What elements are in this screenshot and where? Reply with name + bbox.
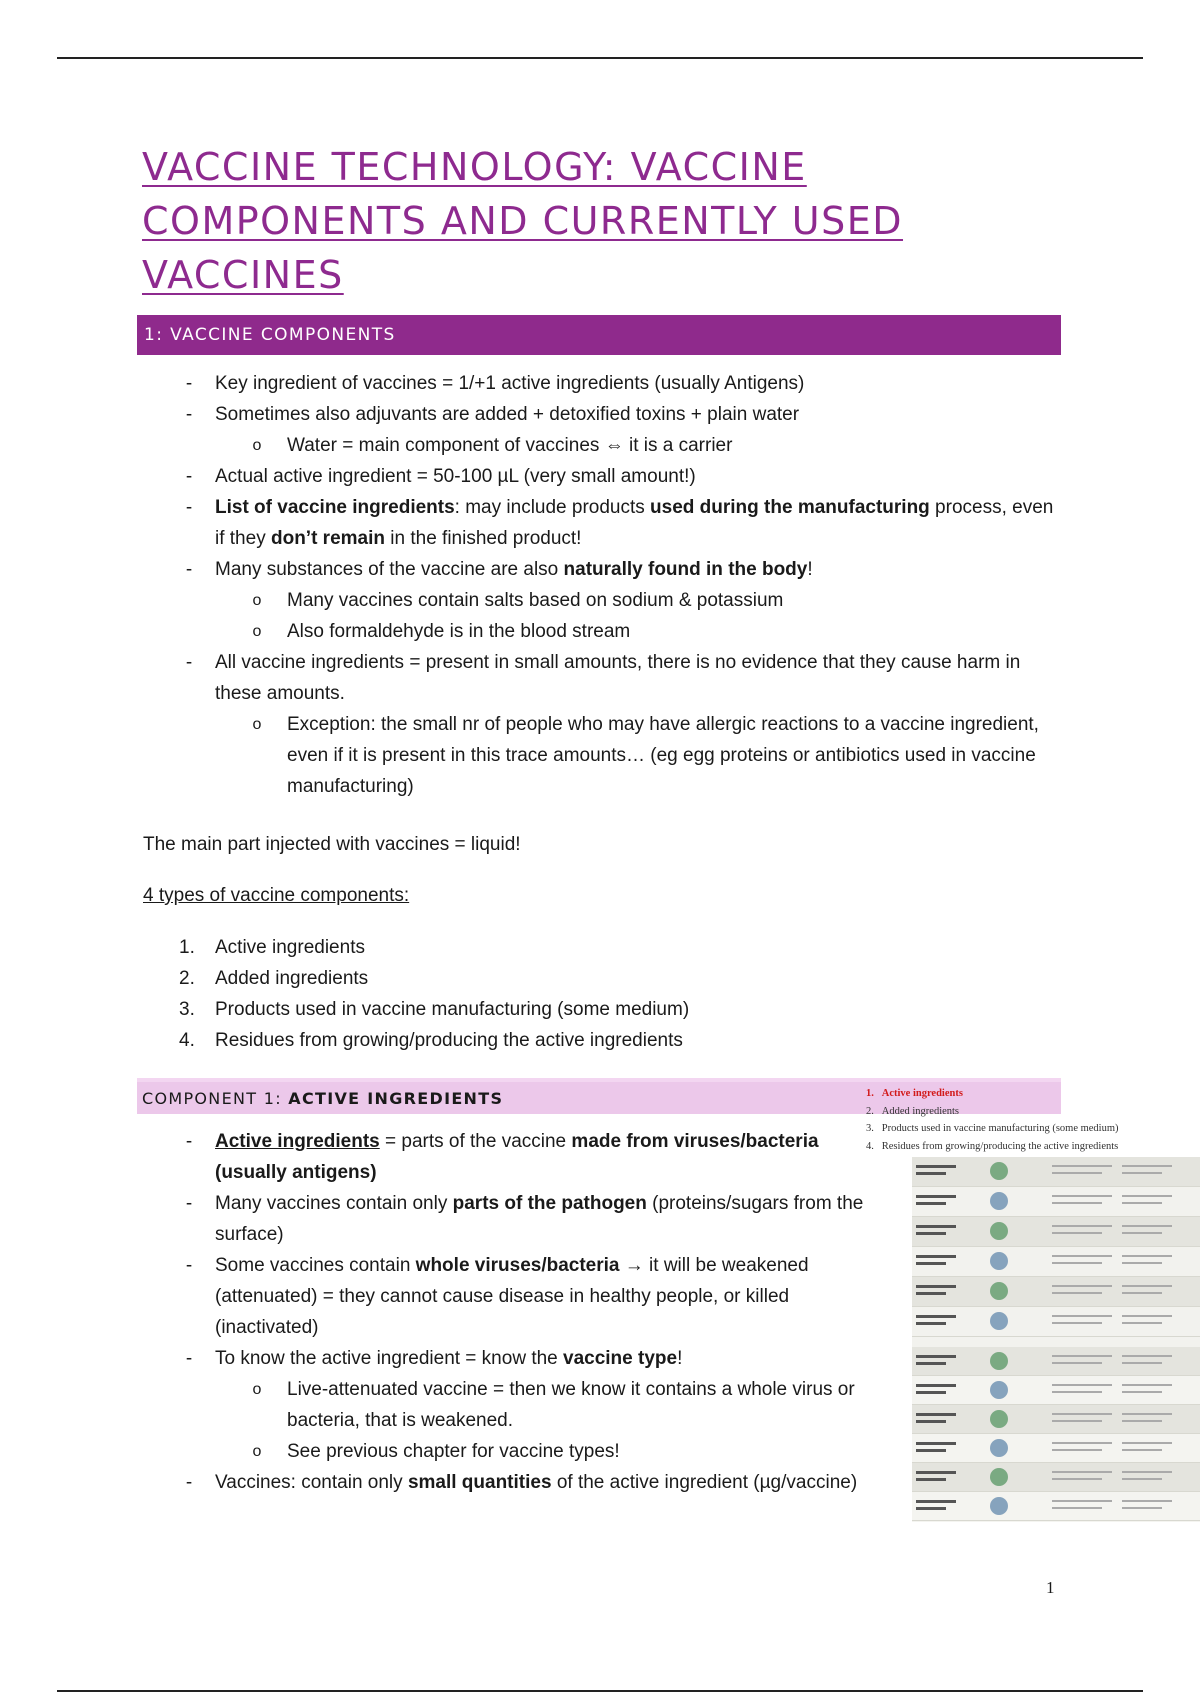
dash-bullet-icon: - [185,497,193,518]
text-run: small quantities [407,1472,552,1493]
figure-table-row [912,1347,1200,1376]
text-run: Live-attenuated vaccine = then we know it contains a whole virus or bacteria, that is weakened. [287,1379,855,1431]
text-run: Active ingredients [215,1131,380,1152]
circle-bullet-icon: o [252,437,262,454]
list-number: 3. [179,999,195,1020]
text-run: Many vaccines contain salts based on sodium & potassium [287,590,784,611]
circle-bullet-icon: o [252,592,262,609]
bullet-item [143,461,1063,492]
figure-list-item [866,1138,1119,1156]
vaccine-types-figure [866,1085,1200,1525]
component-types-list [143,932,1063,1056]
figure-list-item [866,1085,1119,1103]
sub-bullet-item [143,1374,888,1436]
sub-bullet-list [143,585,1063,647]
text-run: in the finished product! [385,528,582,549]
dash-bullet-icon: - [185,373,193,394]
dash-bullet-icon: - [185,652,193,673]
figure-table-row [912,1492,1200,1521]
bullet-item [143,492,1063,554]
component-type-label: Products used in vaccine manufacturing (some medium) [215,999,690,1020]
text-run: used during the manufacturing [650,497,930,518]
dash-bullet-icon: - [185,1255,193,1276]
figure-table-row [912,1277,1200,1307]
figure-table-row [912,1217,1200,1247]
sub-bullet-item [143,430,1063,461]
dash-bullet-icon: - [185,1472,193,1493]
circle-bullet-icon: o [252,716,262,733]
intro-bullet-list [143,368,1063,802]
component-type-item [143,963,1063,994]
sub-bullet-list [143,1374,888,1467]
circle-bullet-icon: o [252,1443,262,1460]
figure-list-label: Active ingredients [881,1088,963,1099]
circle-bullet-icon: o [252,623,262,640]
component-type-item [143,932,1063,963]
component-heading-title: ACTIVE INGREDIENTS [288,1088,504,1108]
component-type-item [143,994,1063,1025]
footer-rule [57,1690,1143,1692]
figure-table-row [912,1463,1200,1492]
text-run: Actual active ingredient = 50-100 µL (very small amount!) [215,466,696,487]
list-number: 2. [179,968,195,989]
dash-bullet-icon: - [185,1193,193,1214]
active-ingredients-bullet-list [143,1126,888,1498]
sub-bullet-item [143,616,1063,647]
figure-table-row [912,1187,1200,1217]
header-rule [57,57,1143,59]
sub-bullet-item [143,585,1063,616]
dash-bullet-icon: - [185,1348,193,1369]
section-heading-bar [137,315,1061,355]
figure-list-item [866,1120,1119,1138]
dash-bullet-icon: - [185,404,193,425]
list-number: 1. [179,937,195,958]
component-type-label: Added ingredients [215,968,369,989]
component-type-label: Active ingredients [215,937,365,958]
sub-bullet-list [143,430,1063,461]
bullet-item [143,647,1063,709]
dash-bullet-icon: - [185,559,193,580]
text-run: Many vaccines contain only [215,1193,453,1214]
figure-table-row [912,1157,1200,1187]
bullet-item [143,368,1063,399]
text-run: → it will be weakened (attenuated) = they cannot cause disease in healthy people, or killed (inactivated) [215,1255,809,1338]
sub-bullet-list [143,709,1063,802]
text-run: don’t remain [270,528,385,549]
text-run: ! [807,559,813,580]
text-run: Exception: the small nr of people who may have allergic reactions to a vaccine ingredient, even if it is present in this trace amounts… (eg egg proteins or antibiotics used in vaccine manufacturing) [287,714,1039,797]
sub-bullet-item [143,1436,888,1467]
list-number: 4. [866,1140,882,1152]
text-run: : may include products [454,497,651,518]
text-run: Vaccines: contain only [215,1472,408,1493]
bullet-item [143,1343,888,1374]
figure-table-row [912,1376,1200,1405]
types-title: 4 types of vaccine components: [143,885,410,906]
text-run: ! [677,1348,683,1369]
text-run: naturally found in the body [563,559,808,580]
bullet-item [143,1250,888,1343]
list-number: 4. [179,1030,195,1051]
component-type-item [143,1025,1063,1056]
figure-table-row [912,1405,1200,1434]
figure-list-item [866,1103,1119,1121]
text-run: Many substances of the vaccine are also [215,559,564,580]
text-run: = parts of the vaccine [379,1131,572,1152]
figure-table-row [912,1307,1200,1337]
page-title: VACCINE TECHNOLOGY: VACCINE COMPONENTS AND CURRENTLY USED VACCINES [142,145,904,297]
text-run: See previous chapter for vaccine types! [287,1441,620,1462]
text-run: Sometimes also adjuvants are added + detoxified toxins + plain water [215,404,800,425]
dash-bullet-icon: - [185,466,193,487]
circle-bullet-icon: o [252,1381,262,1398]
text-run: parts of the pathogen [452,1193,647,1214]
text-run: Water = main component of vaccines ⇔ it is a carrier [287,435,733,456]
text-run: All vaccine ingredients = present in small amounts, there is no evidence that they cause harm in these amounts. [215,652,1021,704]
list-number: 3. [866,1123,882,1134]
figure-list-label: Residues from growing/producing the active ingredients [881,1140,1119,1152]
text-run: Also formaldehyde is in the blood stream [287,621,631,642]
text-run: Some vaccines contain [215,1255,416,1276]
sub-bullet-item [143,709,1063,802]
bullet-item [143,1126,888,1188]
bullet-item [143,1467,888,1498]
section-heading: 1: VACCINE COMPONENTS [144,325,396,345]
dash-bullet-icon: - [185,1131,193,1152]
bullet-item [143,1188,888,1250]
page-number: 1 [1046,1578,1055,1597]
text-run: To know the active ingredient = know the [215,1348,564,1369]
text-run: vaccine type [563,1348,678,1369]
component-type-label: Residues from growing/producing the active ingredients [215,1030,683,1051]
list-number: 2. [866,1105,882,1117]
bullet-item [143,554,1063,585]
figure-list-label: Added ingredients [881,1105,960,1117]
text-run: whole viruses/bacteria [415,1255,620,1276]
text-run: process, even if they [215,497,1054,549]
text-run: Key ingredient of vaccines = 1/+1 active ingredients (usually Antigens) [215,373,805,394]
figure-table-row [912,1247,1200,1277]
text-run: made from viruses/bacteria (usually antigens) [215,1131,819,1183]
bullet-item [143,399,1063,430]
figure-component-list [866,1085,1119,1155]
list-number: 1. [866,1088,882,1099]
text-run: List of vaccine ingredients [215,497,455,518]
figure-list-label: Products used in vaccine manufacturing (some medium) [881,1123,1119,1134]
component-heading-prefix: COMPONENT 1: [142,1088,282,1108]
vaccine-production-table-image [912,1347,1200,1522]
text-run: of the active ingredient (µg/vaccine) [551,1472,858,1493]
figure-table-row [912,1434,1200,1463]
text-run: (proteins/sugars from the surface) [215,1193,864,1245]
main-part-text: The main part injected with vaccines = liquid! [143,834,521,855]
